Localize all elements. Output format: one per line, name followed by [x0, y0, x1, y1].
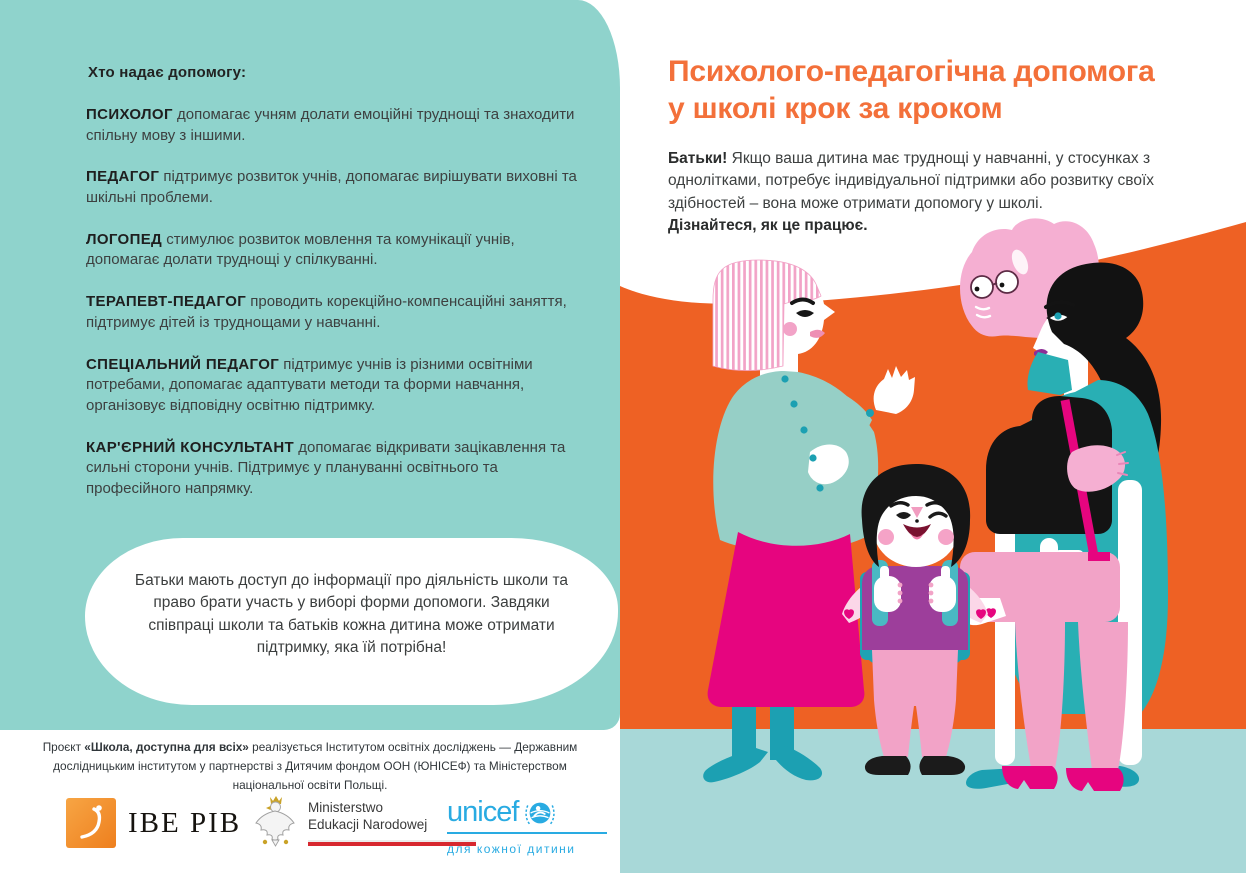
project-rest: реалізується Інститутом освітніх досліджень — Державним дослідницьким інститутом у партнерстві з Дитячим фондом ООН (ЮНІСЕФ) та Міністерством національної освіти Польщі.: [53, 740, 578, 793]
role-item-speech-therapist: [86, 230, 578, 271]
ibe-logo: [66, 798, 241, 848]
role-item-career-counselor: [86, 438, 578, 500]
unicef-wordmark: unicef: [447, 796, 519, 828]
school-family-illustration: [620, 0, 1246, 873]
men-logo: [252, 792, 476, 850]
bubble-text: Батьки мають доступ до інформації про діяльність школи та право брати участь у виборі форми допомоги. Завдяки співпраці школи та батьків кожна дитина може отримати підтримку, яка їй потрібна!: [134, 571, 569, 656]
left-panel: [0, 0, 620, 730]
intro-body: Якщо ваша дитина має труднощі у навчанні, у стосунках з однолітками, потребує індивідуальної підтримки або розвитку своїх здібностей – вона може отримати допомогу у школі.: [668, 150, 1155, 212]
logo-row: [0, 792, 620, 862]
project-name: «Школа, доступна для всіх»: [84, 740, 249, 754]
polish-eagle-icon: [252, 792, 298, 850]
role-term: ПСИХОЛОГ: [86, 106, 173, 123]
role-item-special-pedagogue: [86, 355, 578, 417]
role-term: ПЕДАГОГ: [86, 168, 160, 186]
unicef-tagline: для кожної дитини: [447, 842, 576, 856]
intro-paragraph: [668, 148, 1160, 237]
help-heading: Хто надає допомогу:: [88, 64, 247, 81]
role-term: КАР'ЄРНИЙ КОНСУЛЬТАНТ: [86, 438, 295, 456]
role-term: СПЕЦІАЛЬНИЙ ПЕДАГОГ: [86, 355, 280, 373]
role-item-pedagogue: [86, 167, 578, 208]
role-description: проводить корекційно-компенсаційні заняття, підтримує дітей із труднощами у навчанні.: [86, 293, 567, 331]
role-term: ЛОГОПЕД: [86, 230, 163, 248]
role-description: допомагає учням долати емоційні труднощі та знаходити спільну мову з іншими.: [86, 106, 575, 144]
page-title-line1: Психолого-педагогічна допомога: [668, 55, 1155, 88]
project-credit-text: [28, 738, 592, 795]
unicef-logo: [447, 796, 607, 856]
role-item-psychologist: [86, 105, 578, 146]
footer: [0, 730, 620, 873]
role-item-therapist-pedagogue: [86, 292, 578, 333]
roles-section: [86, 64, 582, 521]
role-description: підтримує учнів із різними освітніми потребами, допомагає адаптувати методи та форми навчання, організовує відповідну освітню підтримку.: [86, 355, 533, 414]
role-description: стимулює розвиток мовлення та комунікації учнів, допомагає долати труднощі у спілкуванні.: [86, 230, 515, 269]
parent-info-bubble: [85, 538, 618, 705]
men-logo-line1: Ministerstwo: [308, 800, 384, 815]
right-panel: [620, 0, 1246, 873]
role-description: підтримує розвиток учнів, допомагає вирішувати виховні та шкільні проблеми.: [86, 168, 577, 207]
ibe-logo-icon: [66, 798, 116, 848]
project-prefix: Проєкт: [42, 740, 82, 754]
role-description: допомагає відкривати зацікавлення та сильні сторони учнів. Підтримує у плануванні освітнього та професійного напрямку.: [86, 438, 566, 497]
unicef-rule: [447, 832, 607, 834]
page-title-line2: у школі крок за кроком: [668, 91, 1003, 125]
unicef-emblem-icon: [524, 797, 556, 829]
intro-lead: Батьки!: [668, 150, 728, 167]
ibe-logo-text: IBE PIB: [128, 806, 242, 839]
men-logo-line2: Edukacji Narodowej: [308, 816, 428, 832]
page-title: [668, 54, 1208, 127]
intro-cta: Дізнайтеся, як це працює.: [668, 216, 868, 234]
role-term: ТЕРАПЕВТ-ПЕДАГОГ: [86, 293, 247, 311]
